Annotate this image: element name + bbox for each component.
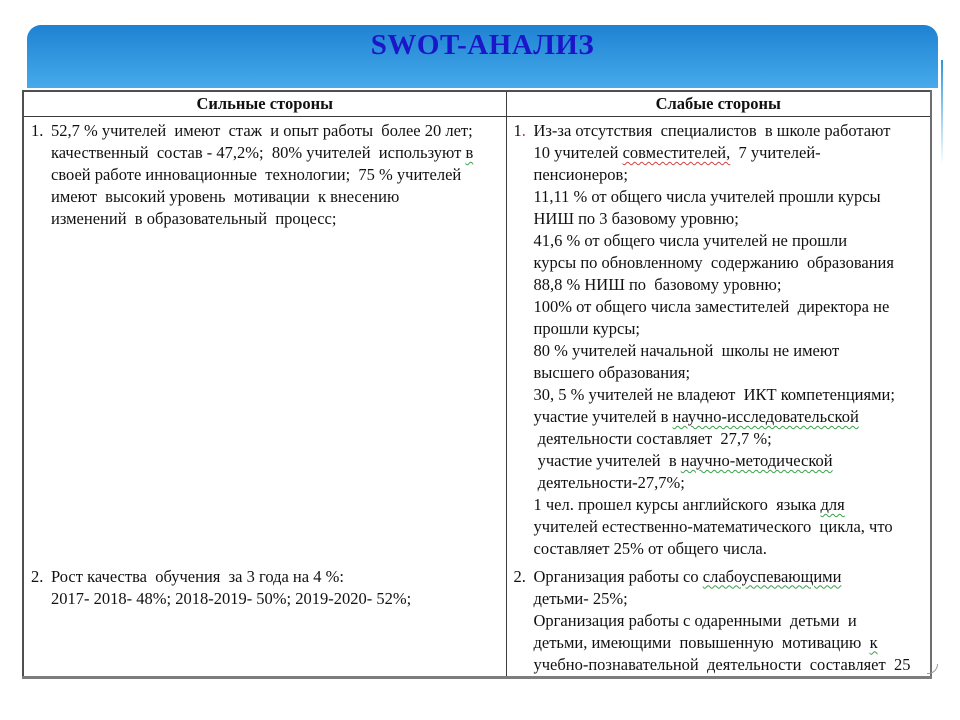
text-line xyxy=(534,654,927,676)
item-number xyxy=(31,120,43,142)
text-segment: 11,11 % от общего числа учителей прошли курсы xyxy=(533,187,881,206)
text-segment: НИШ по 3 базовому уровню; xyxy=(533,209,739,228)
text-line xyxy=(51,142,502,164)
text-line xyxy=(534,318,927,340)
text-line xyxy=(534,566,927,588)
text-segment: курсы по обновленному содержанию образования xyxy=(533,253,894,272)
page-curl-mark xyxy=(927,664,938,674)
right-accent-line xyxy=(941,60,943,165)
text-segment: 41,6 % от общего числа учителей не прошли xyxy=(533,231,848,250)
list-item xyxy=(513,120,927,560)
text-segment: . xyxy=(521,121,526,140)
text-segment: деятельности-27,7%; xyxy=(533,473,685,492)
weaknesses-item-1-cell xyxy=(506,117,931,563)
text-segment: участие учителей в xyxy=(533,451,681,470)
text-line xyxy=(51,566,502,588)
strengths-column-header: Сильные стороны xyxy=(23,91,506,117)
text-segment: учителей естественно-математического цикла, что xyxy=(533,517,893,536)
text-segment: 52,7 % учителей имеют стаж и опыт работы более 20 лет; xyxy=(51,121,473,140)
text-line xyxy=(534,588,927,610)
misspelled-word: к xyxy=(869,632,878,652)
text-segment: Организация работы с одаренными детьми и xyxy=(533,610,857,630)
text-segment: составляет 25% от общего числа. xyxy=(533,539,767,558)
text-line xyxy=(534,450,927,472)
text-line xyxy=(534,274,927,296)
text-line xyxy=(534,340,927,362)
text-segment: 1 xyxy=(513,121,522,140)
weaknesses-item-2-cell xyxy=(506,563,931,678)
item-number xyxy=(514,120,526,142)
text-line xyxy=(534,384,927,406)
text-line xyxy=(51,164,502,186)
text-segment: 30, 5 % учителей не владеют ИКТ компетенциями; xyxy=(533,385,895,404)
misspelled-word: для xyxy=(820,495,845,514)
text-line xyxy=(534,610,927,632)
misspelled-word: научно-исследовательской xyxy=(672,407,859,426)
list-item xyxy=(513,566,927,676)
text-segment: 10 учителей xyxy=(533,143,623,162)
strengths-item-1-cell xyxy=(23,117,506,563)
text-line xyxy=(51,208,502,230)
list-item xyxy=(30,566,502,610)
text-line xyxy=(534,142,927,164)
text-segment: прошли курсы; xyxy=(533,319,641,338)
text-segment: качественный состав - 47,2%; 80% учителей используют xyxy=(51,143,466,162)
text-line xyxy=(534,472,927,494)
text-segment: 1. xyxy=(31,121,44,140)
text-line xyxy=(534,428,927,450)
text-line xyxy=(534,406,927,428)
weaknesses-column-header: Слабые стороны xyxy=(506,91,931,117)
text-line xyxy=(534,538,927,560)
text-segment: изменений в образовательный процесс; xyxy=(51,209,337,228)
text-segment: своей работе инновационные технологии; 75 % учителей xyxy=(51,165,462,184)
text-segment: детьми, имеющими повышенную мотивацию xyxy=(533,632,870,652)
list-item xyxy=(30,120,502,230)
table-header-row xyxy=(23,91,931,117)
text-line xyxy=(534,186,927,208)
text-line xyxy=(534,296,927,318)
text-line xyxy=(534,164,927,186)
text-segment: 1 чел. прошел курсы английского языка xyxy=(533,495,821,514)
text-segment: деятельности составляет 27,7 %; xyxy=(533,429,772,448)
text-line xyxy=(534,494,927,516)
text-line xyxy=(534,632,927,654)
text-segment: Из-за отсутствия специалистов в школе работают xyxy=(533,121,891,140)
text-segment: Рост качества обучения за 3 года на 4 %: xyxy=(51,566,344,586)
text-line xyxy=(51,120,502,142)
table-row xyxy=(23,563,931,678)
table-row xyxy=(23,117,931,563)
item-number xyxy=(31,566,43,588)
text-segment: пенсионеров; xyxy=(533,165,628,184)
text-segment: 100% от общего числа заместителей директора не xyxy=(533,297,890,316)
text-segment: детьми- 25%; xyxy=(533,588,628,608)
text-line xyxy=(534,252,927,274)
misspelled-word: совместителей, xyxy=(622,143,731,162)
text-segment: участие учителей в xyxy=(533,407,673,426)
text-segment: 2017- 2018- 48%; 2018-2019- 50%; 2019-2020- 52%; xyxy=(51,588,412,608)
text-line xyxy=(534,120,927,142)
strengths-item-2-cell xyxy=(23,563,506,678)
text-segment: имеют высокий уровень мотивации к внесению xyxy=(51,187,400,206)
misspelled-word: в xyxy=(465,143,474,162)
swot-table xyxy=(22,90,932,679)
page-title: SWOT-АНАЛИЗ xyxy=(370,29,595,61)
item-number xyxy=(514,566,526,588)
text-line xyxy=(51,588,502,610)
text-segment: 80 % учителей начальной школы не имеют xyxy=(533,341,840,360)
text-line xyxy=(534,230,927,252)
text-segment: 2. xyxy=(513,566,526,586)
text-segment: высшего образования; xyxy=(533,363,691,382)
text-line xyxy=(534,208,927,230)
misspelled-word: научно-методической xyxy=(680,451,833,470)
text-line xyxy=(51,186,502,208)
text-line xyxy=(534,362,927,384)
text-segment: 2. xyxy=(31,566,44,586)
text-segment: 88,8 % НИШ по базовому уровню; xyxy=(533,275,782,294)
text-line xyxy=(534,516,927,538)
text-segment: 7 учителей- xyxy=(730,143,821,162)
misspelled-word: слабоуспевающими xyxy=(702,566,842,586)
text-segment: Организация работы со xyxy=(533,566,703,586)
title-banner xyxy=(27,25,938,88)
text-segment: учебно-познавательной деятельности составляет 25 xyxy=(533,654,911,674)
